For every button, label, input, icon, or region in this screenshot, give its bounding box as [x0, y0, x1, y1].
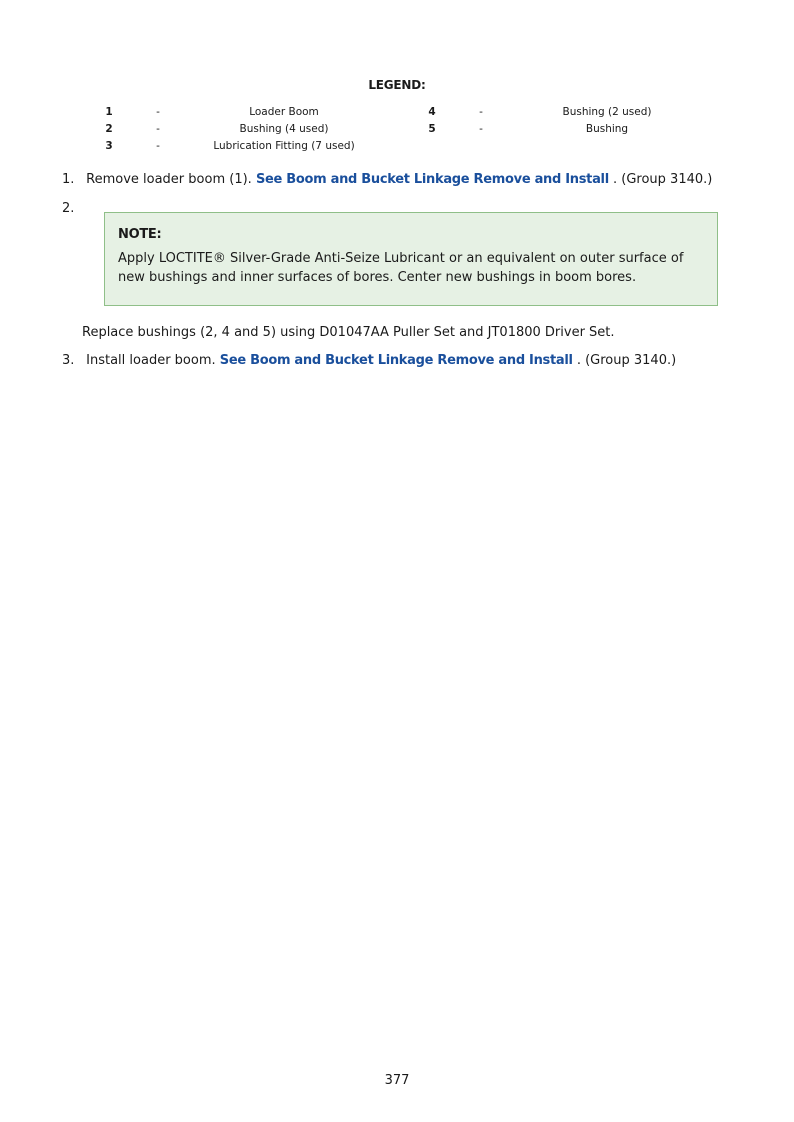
legend-item-dash: -	[479, 123, 483, 135]
legend-item-dash: -	[479, 106, 483, 118]
legend-item-dash: -	[156, 106, 160, 118]
legend-row	[0, 140, 794, 156]
note-title: NOTE:	[118, 227, 162, 242]
step-3	[62, 353, 676, 368]
boom-linkage-link[interactable]: See Boom and Bucket Linkage Remove and Install	[219, 353, 573, 368]
legend-item-dash: -	[156, 140, 160, 152]
note-box	[104, 212, 718, 306]
page-number: 377	[384, 1073, 410, 1088]
legend-title: LEGEND:	[368, 78, 426, 92]
legend-item-number: 1	[105, 106, 113, 118]
legend-item-number: 4	[428, 106, 436, 118]
legend-item-text: Lubrication Fitting (7 used)	[213, 140, 355, 152]
step-text: Remove loader boom (1).	[86, 172, 252, 187]
step-text: Install loader boom.	[86, 353, 216, 368]
step-number: 3.	[62, 353, 75, 368]
legend-item-number: 2	[105, 123, 113, 135]
legend-item-number: 3	[105, 140, 113, 152]
step-suffix: . (Group 3140.)	[576, 353, 677, 368]
legend-item-text: Bushing	[585, 123, 629, 135]
step-number: 2.	[62, 201, 75, 216]
legend-item-dash: -	[156, 123, 160, 135]
legend-item-number: 5	[428, 123, 436, 135]
legend-row	[0, 123, 794, 139]
step-number: 1.	[62, 172, 75, 187]
legend-row	[0, 106, 794, 122]
legend-item-text: Bushing (2 used)	[562, 106, 652, 118]
boom-linkage-link[interactable]: See Boom and Bucket Linkage Remove and Install	[255, 172, 609, 187]
step-2-text: Replace bushings (2, 4 and 5) using D01047AA Puller Set and JT01800 Driver Set.	[82, 325, 615, 340]
note-text: Apply LOCTITE® Silver-Grade Anti-Seize Lubricant or an equivalent on outer surface of new bushings and inner surfaces of bores. Center new bushings in boom bores.	[118, 251, 684, 285]
step-1	[62, 172, 712, 187]
step-2	[62, 201, 82, 216]
step-suffix: . (Group 3140.)	[613, 172, 713, 187]
legend-item-text: Bushing (4 used)	[239, 123, 329, 135]
legend-item-text: Loader Boom	[249, 106, 319, 118]
